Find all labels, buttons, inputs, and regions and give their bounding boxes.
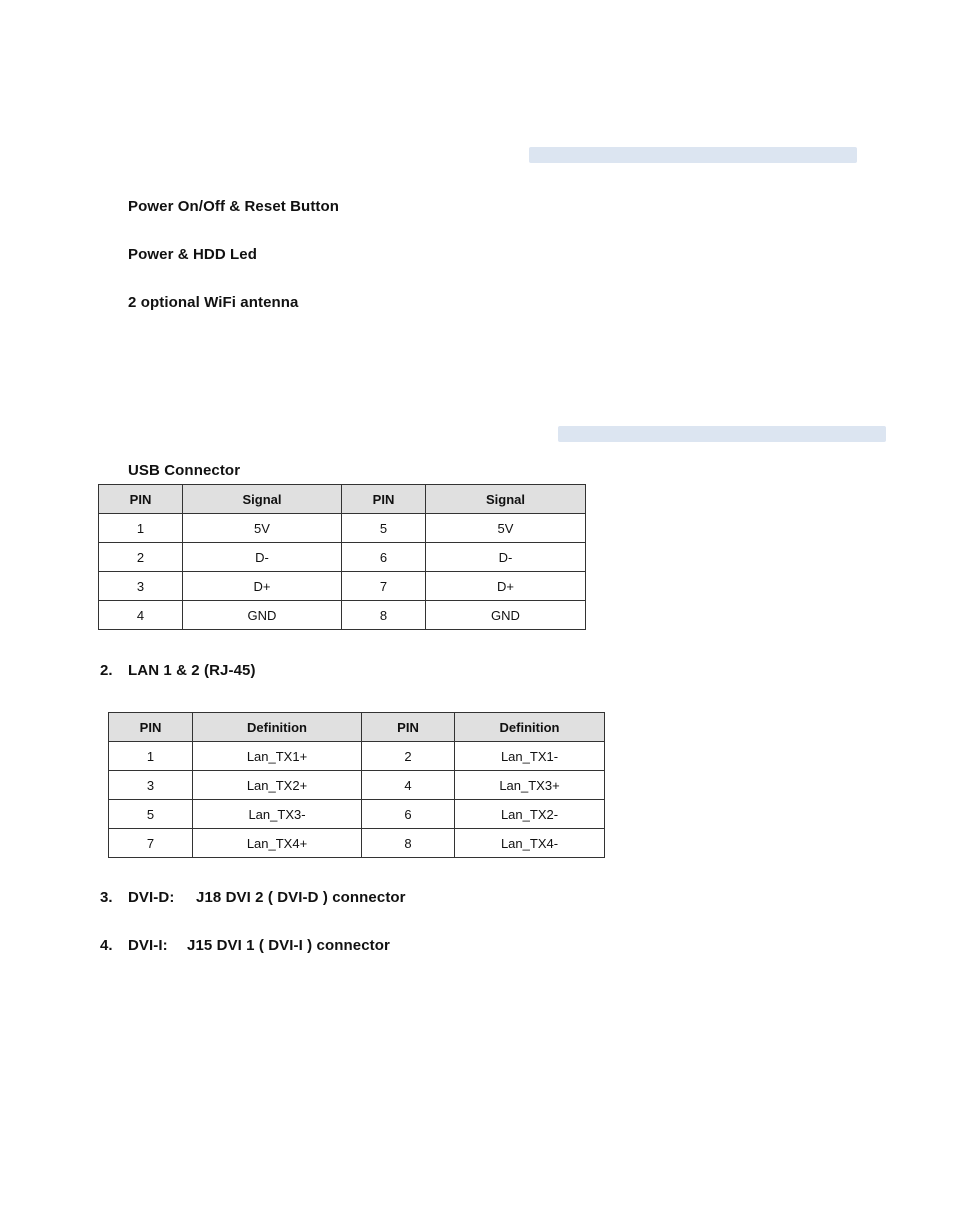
column-header: PIN xyxy=(342,485,426,514)
table-cell: 4 xyxy=(99,601,183,630)
column-header: Definition xyxy=(455,713,605,742)
power-button-heading: Power On/Off & Reset Button xyxy=(128,198,340,215)
column-header: Definition xyxy=(193,713,362,742)
table-cell: 1 xyxy=(109,742,193,771)
column-header: PIN xyxy=(362,713,455,742)
table-cell: D+ xyxy=(426,572,586,601)
table-cell: Lan_TX1+ xyxy=(193,742,362,771)
table-cell: Lan_TX3+ xyxy=(455,771,605,800)
table-cell: 8 xyxy=(342,601,426,630)
table-row xyxy=(109,742,605,771)
table-cell: 6 xyxy=(362,800,455,829)
section-header-placeholder-bar xyxy=(558,426,886,442)
wifi-antenna-heading: 2 optional WiFi antenna xyxy=(128,294,299,311)
table-cell: D- xyxy=(183,543,342,572)
table-header-row xyxy=(99,485,586,514)
table-cell: 5 xyxy=(109,800,193,829)
column-header: PIN xyxy=(109,713,193,742)
table-cell: 2 xyxy=(362,742,455,771)
table-row xyxy=(109,771,605,800)
table-cell: GND xyxy=(183,601,342,630)
table-row xyxy=(99,572,586,601)
table-cell: 3 xyxy=(109,771,193,800)
usb-pin-table xyxy=(98,484,586,630)
dvi-d-section-number: 3. xyxy=(100,889,113,906)
table-row xyxy=(109,829,605,858)
dvi-d-connector-heading: J18 DVI 2 ( DVI-D ) connector xyxy=(196,889,406,906)
dvi-i-connector-heading: J15 DVI 1 ( DVI-I ) connector xyxy=(187,937,390,954)
power-led-heading: Power & HDD Led xyxy=(128,246,258,263)
dvi-i-label: DVI-I: xyxy=(128,937,168,954)
table-cell: Lan_TX2- xyxy=(455,800,605,829)
table-cell: 3 xyxy=(99,572,183,601)
table-row xyxy=(99,514,586,543)
table-cell: 8 xyxy=(362,829,455,858)
table-header-row xyxy=(109,713,605,742)
table-cell: D+ xyxy=(183,572,342,601)
column-header: PIN xyxy=(99,485,183,514)
dvi-i-section-number: 4. xyxy=(100,937,113,954)
lan-section-number: 2. xyxy=(100,662,113,679)
table-cell: 7 xyxy=(109,829,193,858)
usb-connector-heading: USB Connector xyxy=(128,462,241,479)
table-cell: Lan_TX1- xyxy=(455,742,605,771)
lan-section-heading: LAN 1 & 2 (RJ-45) xyxy=(128,662,256,679)
table-row xyxy=(99,601,586,630)
column-header: Signal xyxy=(183,485,342,514)
column-header: Signal xyxy=(426,485,586,514)
table-cell: 4 xyxy=(362,771,455,800)
table-cell: 2 xyxy=(99,543,183,572)
table-cell: Lan_TX4+ xyxy=(193,829,362,858)
table-cell: 5V xyxy=(183,514,342,543)
table-cell: Lan_TX4- xyxy=(455,829,605,858)
table-row xyxy=(109,800,605,829)
table-cell: Lan_TX3- xyxy=(193,800,362,829)
table-cell: 5V xyxy=(426,514,586,543)
table-cell: 7 xyxy=(342,572,426,601)
table-cell: GND xyxy=(426,601,586,630)
table-cell: 6 xyxy=(342,543,426,572)
table-cell: D- xyxy=(426,543,586,572)
table-cell: 5 xyxy=(342,514,426,543)
lan-pin-table xyxy=(108,712,605,858)
table-cell: 1 xyxy=(99,514,183,543)
table-row xyxy=(99,543,586,572)
section-header-placeholder-bar xyxy=(529,147,857,163)
dvi-d-label: DVI-D: xyxy=(128,889,175,906)
table-cell: Lan_TX2+ xyxy=(193,771,362,800)
